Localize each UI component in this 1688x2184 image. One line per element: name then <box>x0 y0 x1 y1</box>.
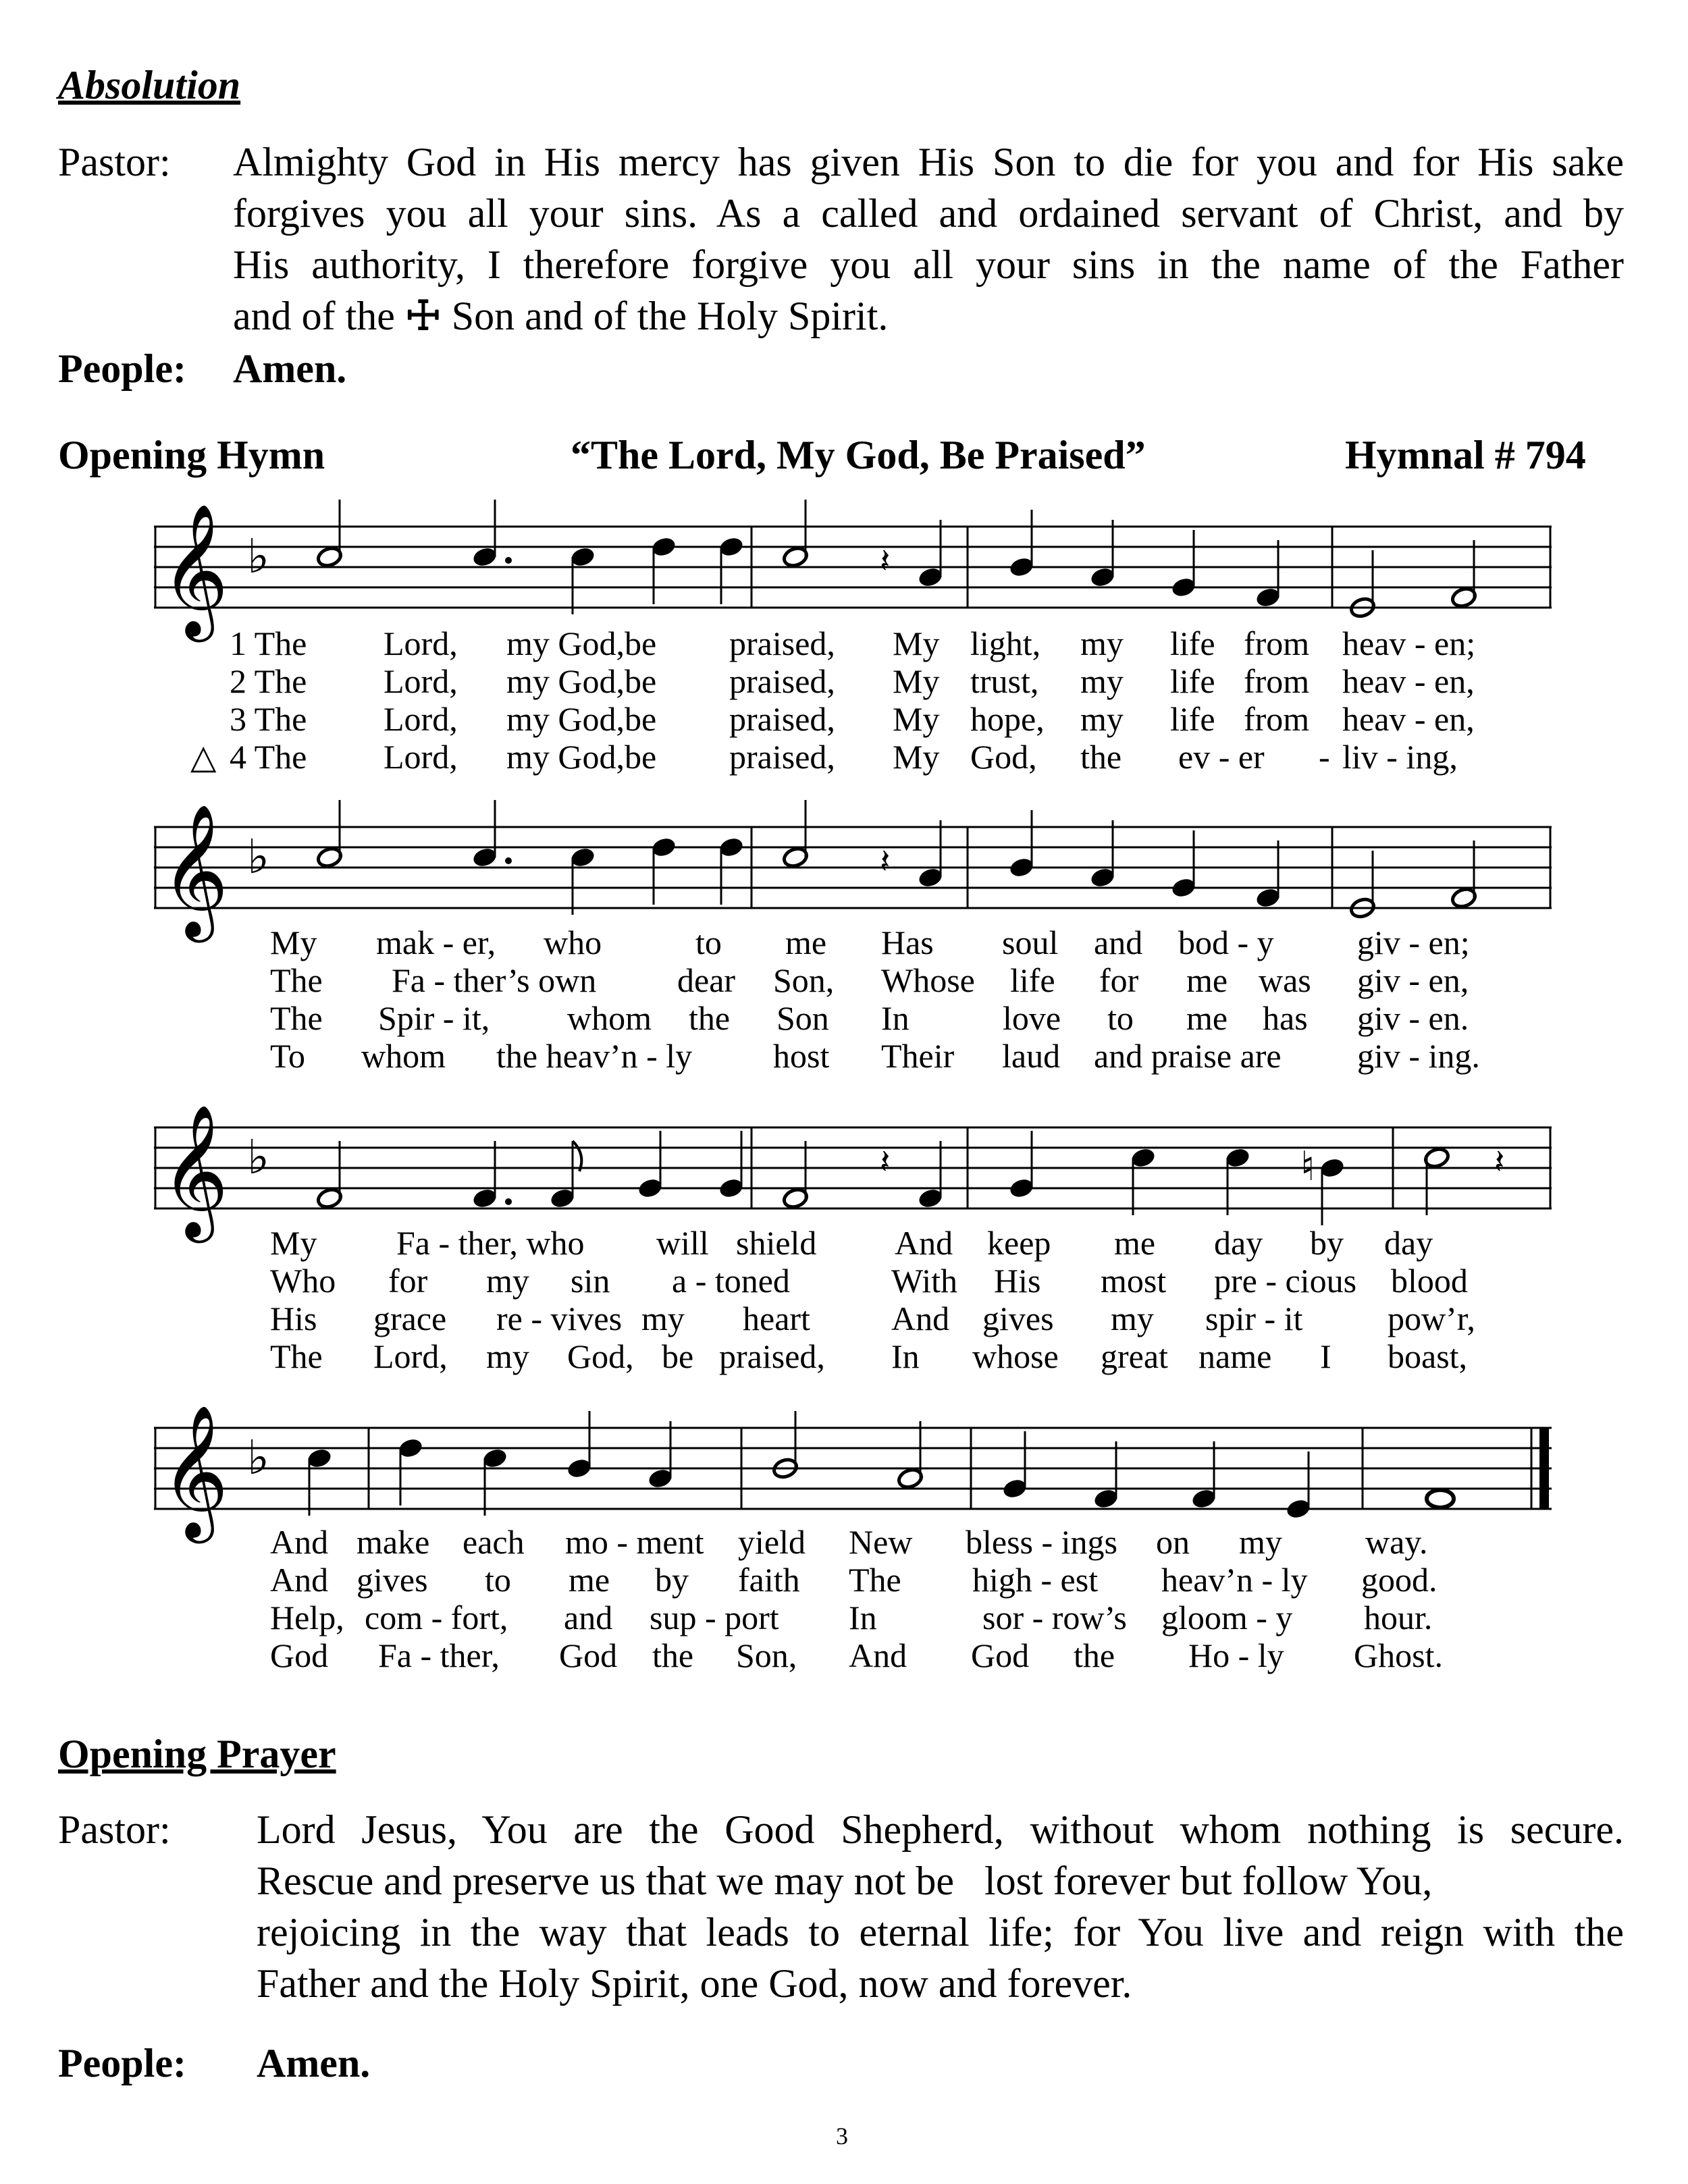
prayer-pastor-label: Pastor: <box>58 1807 171 1852</box>
lyric-line: 1 The Lord, my God, be praised, My light, my life from heav - en; <box>230 624 1476 662</box>
hymn-label: Opening Hymn <box>58 433 325 477</box>
lyrics-system-3 <box>0 1224 1688 1375</box>
lyric-line: The Lord, my God, be praised, In whose great name I boast, <box>270 1337 1468 1375</box>
lyric-line: My mak - er, who to me Has soul and bod - y giv - en; <box>270 924 1470 961</box>
svg-text:𝄽: 𝄽 <box>880 1142 891 1181</box>
prayer-line-1: Lord Jesus, You are the Good Shepherd, without whom nothing is secure. <box>257 1807 1624 1852</box>
lyric-line: My Fa - ther, who will shield And keep me day by day <box>270 1224 1433 1262</box>
lyric-line: To whom the heav’n - ly host Their laud and praise are giv - ing. <box>270 1037 1480 1075</box>
svg-text:𝄽: 𝄽 <box>880 842 891 881</box>
lyric-line: 3 The Lord, my God, be praised, My hope, my life from heav - en, <box>230 700 1475 738</box>
cross-icon: ☩ <box>404 294 442 338</box>
svg-text:𝄽: 𝄽 <box>1494 1142 1505 1181</box>
svg-text:𝄞: 𝄞 <box>161 803 229 937</box>
lyric-line: And make each mo - ment yield New bless - ings on my way. <box>270 1523 1428 1561</box>
absolution-heading: Absolution <box>58 63 241 107</box>
lyric-line: The Fa - ther’s own dear Son, Whose life for me was giv - en, <box>270 961 1469 999</box>
prayer-people-response: Amen. <box>257 2041 371 2085</box>
absolution-pastor-label: Pastor: <box>58 140 171 184</box>
absolution-people-label: People: <box>58 346 186 391</box>
lyric-line: The Spir - it, whom the Son In love to me has giv - en. <box>270 999 1469 1037</box>
prayer-line-2: Rescue and preserve us that we may not be lost forever but follow You, <box>257 1859 1433 1903</box>
prayer-line-3: rejoicing in the way that leads to eternal life; for You live and reign with the <box>257 1910 1624 1954</box>
opening-prayer-heading: Opening Prayer <box>58 1732 336 1776</box>
lyrics-system-4 <box>0 1523 1688 1674</box>
verse-4-marker-icon: △ <box>190 738 217 776</box>
lyric-line: △ 4 The Lord, my God, be praised, My God, the ev - er - liv - ing, <box>190 738 1458 776</box>
lyrics-system-2 <box>0 924 1688 1075</box>
lyric-line: Help, com - fort, and sup - port In sor - row’s gloom - y hour. <box>270 1599 1433 1636</box>
svg-text:♭: ♭ <box>247 829 270 884</box>
absolution-people-response: Amen. <box>233 346 347 391</box>
svg-text:♮: ♮ <box>1300 1143 1315 1190</box>
lyric-line: God Fa - ther, God the Son, And God the Ho - ly Ghost. <box>270 1636 1443 1674</box>
svg-text:♭: ♭ <box>247 1430 270 1485</box>
lyric-line: His grace re - vives my heart And gives my spir - it pow’r, <box>270 1300 1475 1337</box>
svg-text:𝄞: 𝄞 <box>161 1404 229 1538</box>
prayer-pastor-text <box>257 1804 1624 2009</box>
page-number: 3 <box>836 2123 848 2150</box>
hymn-number: Hymnal # 794 <box>1345 433 1586 477</box>
lyric-line: And gives to me by faith The high - est heav’n - ly good. <box>270 1561 1438 1599</box>
absolution-line-4: and of the ☩ Son and of the Holy Spirit. <box>233 294 889 338</box>
absolution-line-1: Almighty God in His mercy has given His Son to die for you and for His sake <box>233 140 1624 184</box>
absolution-pastor-text <box>233 136 1624 342</box>
prayer-line-4: Father and the Holy Spirit, one God, now and forever. <box>257 1961 1132 2006</box>
lyric-line: Who for my sin a - toned With His most pre - cious blood <box>270 1262 1468 1300</box>
svg-text:𝄞: 𝄞 <box>161 503 229 637</box>
hymn-title: “The Lord, My God, Be Praised” <box>571 433 1146 477</box>
svg-text:𝄽: 𝄽 <box>880 541 891 581</box>
svg-text:𝄞: 𝄞 <box>161 1104 229 1237</box>
prayer-people-label: People: <box>58 2041 186 2085</box>
lyric-line: 2 The Lord, my God, be praised, My trust, my life from heav - en, <box>230 662 1475 700</box>
lyrics-system-1 <box>0 624 1688 776</box>
svg-text:♭: ♭ <box>247 529 270 584</box>
absolution-line-2: forgives you all your sins. As a called and ordained servant of Christ, and by <box>233 191 1624 236</box>
absolution-line-3: His authority, I therefore forgive you all your sins in the name of the Father <box>233 242 1624 287</box>
svg-text:♭: ♭ <box>247 1129 270 1185</box>
